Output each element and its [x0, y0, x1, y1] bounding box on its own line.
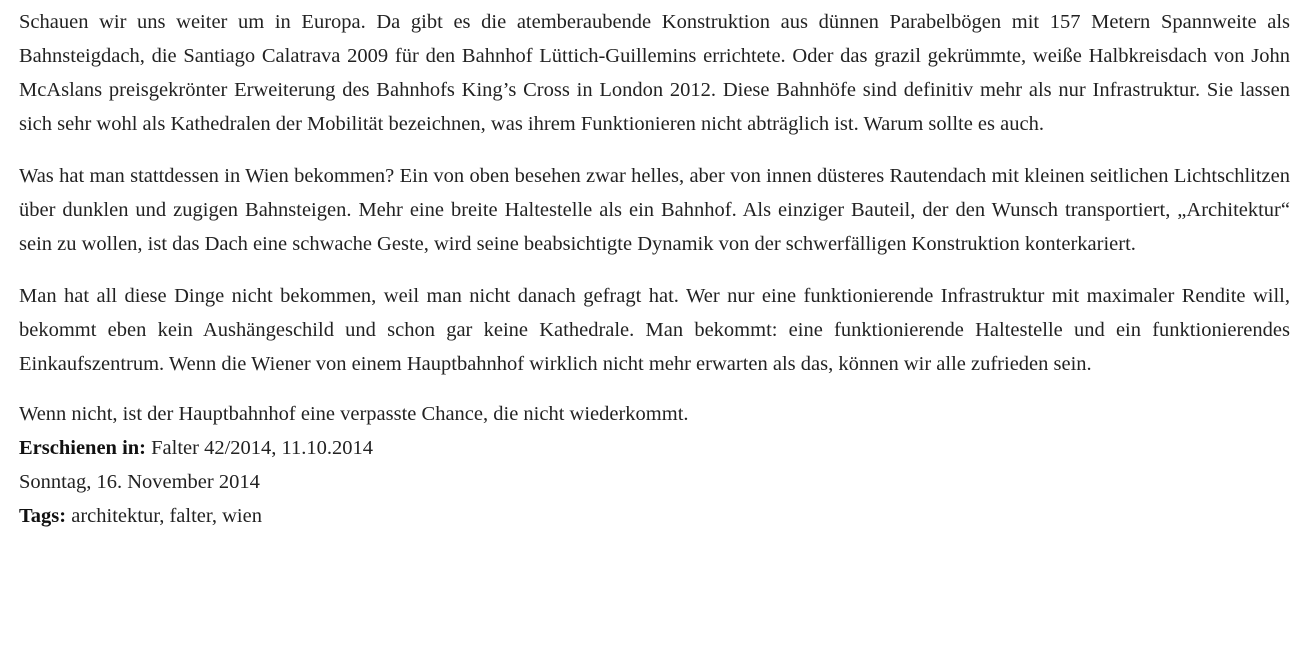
article-meta [19, 397, 1290, 533]
tag-link-falter[interactable]: falter [169, 505, 212, 527]
tag-separator: , [159, 505, 170, 527]
post-date: Sonntag, 16. November 2014 [19, 471, 260, 493]
published-label: Erschienen in: [19, 437, 146, 459]
tags-line [19, 499, 1290, 533]
article-paragraph-2: Was hat man stattdessen in Wien bekommen? Ein von oben besehen zwar helles, aber von innen düsteres Rautendach mit kleinen seitlichen Lichtschlitzen über dunklen und zugigen Bahnsteigen. Mehr eine breite Haltestelle als ein Bahnhof. Als einziger Bauteil, der den Wunsch transportiert, „Architektur“ sein zu wollen, ist das Dach eine schwache Geste, wird seine beabsichtigte Dynamik von der schwerfälligen Konstruktion konterkariert. [19, 165, 1290, 255]
tag-link-wien[interactable]: wien [222, 505, 262, 527]
tag-link-architektur[interactable]: architektur [71, 505, 160, 527]
closing-line: Wenn nicht, ist der Hauptbahnhof eine verpasste Chance, die nicht wiederkommt. [19, 403, 689, 425]
article-paragraph-3: Man hat all diese Dinge nicht bekommen, weil man nicht danach gefragt hat. Wer nur eine funktionierende Infrastruktur mit maximaler Rendite will, bekommt eben kein Aushängeschild und schon gar keine Kathedrale. Man bekommt: eine funktionierende Haltestelle und ein funktionierendes Einkaufszentrum. Wenn die Wiener von einem Hauptbahnhof wirklich nicht mehr erwarten als das, können wir alle zufrieden sein. [19, 285, 1290, 375]
article-paragraph-1: Schauen wir uns weiter um in Europa. Da gibt es die atemberaubende Konstruktion aus dünnen Parabelbögen mit 157 Metern Spannweite als Bahnsteigdach, die Santiago Calatrava 2009 für den Bahnhof Lüttich-Guillemins errichtete. Oder das grazil gekrümmte, weiße Halbkreisdach von John McAslans preisgekrönter Erweiterung des Bahnhofs King’s Cross in London 2012. Diese Bahnhöfe sind definitiv mehr als nur Infrastruktur. Sie lassen sich sehr wohl als Kathedralen der Mobilität bezeichnen, was ihrem Funktionieren nicht abträglich ist. Warum sollte es auch. [19, 11, 1290, 135]
tags-label: Tags: [19, 505, 67, 527]
published-value: Falter 42/2014, 11.10.2014 [151, 437, 374, 459]
published-in [19, 431, 1290, 465]
tag-separator: , [211, 505, 223, 527]
